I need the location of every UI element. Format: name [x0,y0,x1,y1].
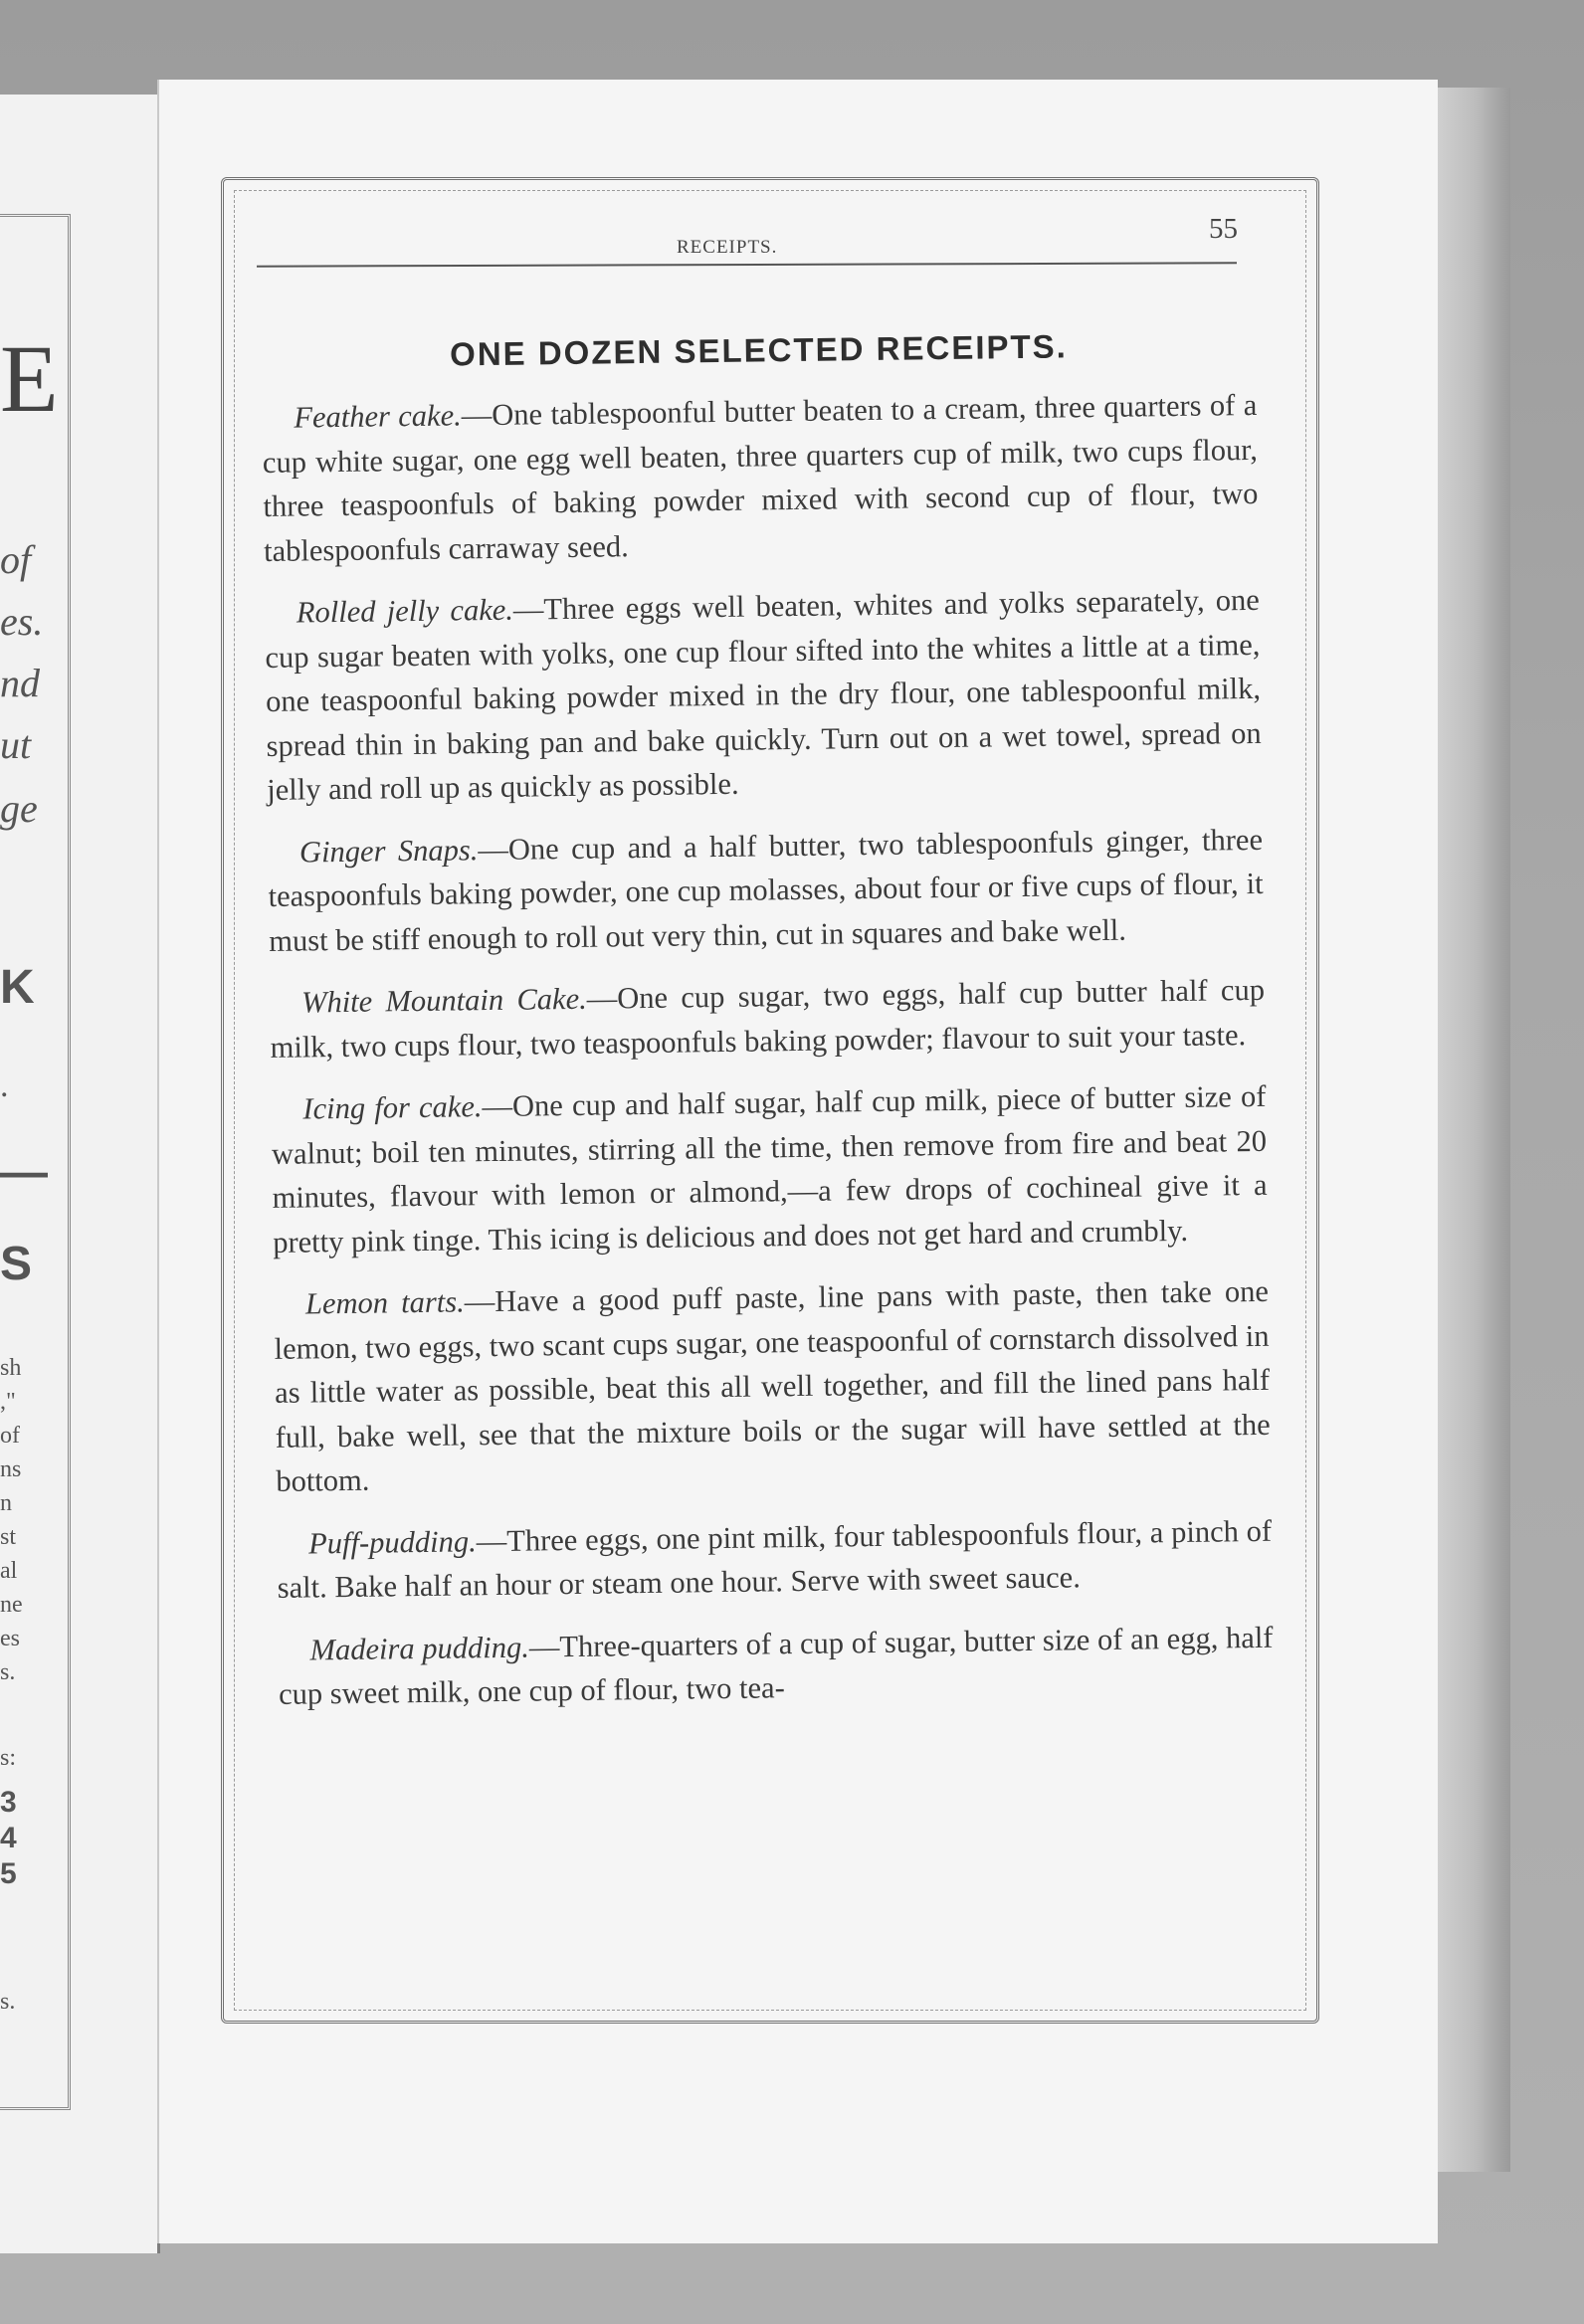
left-fragment: n [0,1490,12,1516]
left-fragment: K [0,961,35,1014]
left-fragment: 4 [0,1822,17,1854]
left-fragment: ne [0,1592,23,1618]
recipe-name: Lemon tarts. [304,1284,465,1321]
left-fragment: ns [0,1456,22,1482]
left-fragment: es [0,1626,20,1651]
left-fragment: sh [0,1355,22,1381]
page-title: ONE DOZEN SELECTED RECEIPTS. [449,327,1069,373]
left-fragment: nd [0,661,40,705]
left-fragment: s. [0,1659,16,1685]
recipe-text: —One cup sugar, two eggs, half cup butter half cup milk, two cups flour, two teaspoonfuls baking powder; flavour to suit your taste. [270,972,1266,1065]
left-fragment: 3 [0,1786,17,1819]
left-fragment: 5 [0,1857,17,1890]
recipe-text: —One cup and half sugar, half cup milk, piece of butter size of walnut; boil ten minutes, stirring all the time, then remove from fire and beat 20 minutes, flavour with lemon or almond,—a few drops of cochineal give it a pretty pink tinge. This icing is delicious and does not get hard and crumbly. [271,1078,1268,1259]
recipe-text: —Three eggs, one pint milk, four tablespoonfuls flour, a pinch of salt. Bake half an hour or steam one hour. Serve with sweet sauce. [277,1513,1273,1605]
left-fragment: . [0,1067,9,1104]
recipe-text: —Have a good puff paste, line pans with paste, then take one lemon, two eggs, two scant cups sugar, one teaspoonful of cornstarch dissolved in as little water as possible, beat this all well together, and fill the lined pans half full, bake well, see that the mixture boils or the sugar will have settled at the bottom. [274,1273,1271,1498]
recipe-madeira-pudding [278,1615,1274,1716]
recipe-text: —One tablespoonful butter beaten to a cream, three quarters of a cup white sugar, one egg well beaten, three quarters cup of milk, two cups flour, three teaspoonfuls of baking powder mixed with second cup of flour, two tablespoonfuls carraway seed. [262,387,1259,568]
recipe-icing-for-cake [271,1074,1268,1264]
left-fragment: of [0,537,32,582]
recipe-puff-pudding [277,1508,1273,1610]
recipe-name: Rolled jelly cake. [296,592,514,630]
left-fragment: al [0,1558,18,1584]
recipe-text: —Three eggs well beaten, whites and yolks separately, one cup sugar beaten with yolks, one cup flour sifted into the whites a little at a time, one teaspoonful baking powder mixed in the dry flour, one tablespoonful milk, spread thin in baking pan and bake quickly. Turn out on a wet towel, spread on jelly and roll up as quickly as possible. [265,582,1262,807]
recipe-name: Puff-pudding. [307,1523,477,1560]
left-fragment: — [0,1146,48,1199]
recipe-ginger-snaps [268,817,1265,963]
left-fragment: of [0,1423,20,1449]
running-head: RECEIPTS. [677,237,778,258]
recipe-white-mountain-cake [270,968,1266,1069]
left-fragment: ," [0,1389,16,1415]
left-page [0,95,160,2253]
recipe-rolled-jelly-cake [265,578,1263,813]
recipe-name: Madeira pudding. [309,1630,530,1666]
page-content [261,303,1275,1734]
recipe-feather-cake [262,383,1259,573]
recipe-name: Ginger Snaps. [298,832,479,870]
recipe-text: —Three-quarters of a cup of sugar, butter size of an egg, half cup sweet milk, one cup of flour, two tea- [278,1620,1274,1711]
left-fragment: s. [0,1989,16,2015]
recipe-name: White Mountain Cake. [300,981,587,1020]
left-fragment: es. [0,599,44,644]
recipe-text: —One cup and a half butter, two tablespoonfuls ginger, three teaspoonfuls baking powder, one cup molasses, about four or five cups of flour, it must be stiff enough to roll out very thin, cut in squares and bake well. [268,822,1264,958]
recipe-name: Icing for cake. [302,1089,483,1126]
left-fragment: s: [0,1745,17,1771]
page-number: 55 [1209,213,1238,245]
left-fragment: st [0,1524,17,1550]
left-fragment: E [0,325,59,432]
left-fragment: S [0,1238,33,1290]
left-fragment: ge [0,786,38,831]
left-fragment: ut [0,722,32,767]
recipe-name: Feather cake. [294,398,462,435]
recipe-lemon-tarts [274,1269,1272,1504]
